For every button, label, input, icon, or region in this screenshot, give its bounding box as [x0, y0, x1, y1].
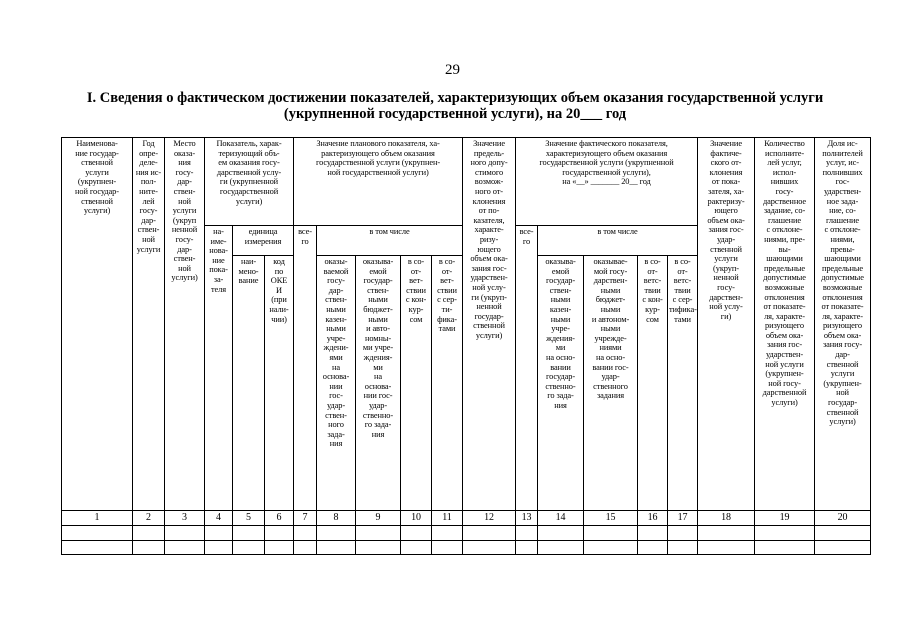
table-cell[interactable]: [132, 525, 164, 540]
column-number: 17: [667, 510, 697, 525]
header-actual-total: все- го: [515, 225, 537, 510]
table-cell[interactable]: [232, 525, 264, 540]
header-planned-budget-institutions: оказыва- емой государ- ствен- ными бюджет- ными и авто- номны- ми учре- ждения- ми на основа- нии гос- удар- ственно- го зада- ния: [355, 255, 400, 510]
table-cell[interactable]: [697, 540, 754, 554]
header-unit-code: код по ОКЕ И (при нали- чии): [264, 255, 293, 510]
table-cell[interactable]: [814, 525, 870, 540]
table-cell[interactable]: [61, 525, 132, 540]
header-planned-certificates: в со- от- вет- ствии с сер- ти- фика- тами: [431, 255, 462, 510]
table-cell[interactable]: [537, 540, 583, 554]
header-planned: Значение планового показателя, ха- рактеризующего объем оказания государственной услуги (укрупнен- ной государственной услуги): [293, 137, 462, 225]
table-cell[interactable]: [264, 525, 293, 540]
table-cell[interactable]: [316, 540, 355, 554]
page-number: 29: [445, 62, 460, 78]
column-number: 3: [164, 510, 204, 525]
table-cell[interactable]: [293, 540, 316, 554]
table-cell[interactable]: [697, 525, 754, 540]
column-number: 5: [232, 510, 264, 525]
header-actual-budget-institutions: оказывае- мой госу- дарствен- ными бюджет- ными и автоном- ными учрежде- ниями на осно- вании гос- удар- ственного задания: [583, 255, 637, 510]
table-cell[interactable]: [355, 540, 400, 554]
table-cell[interactable]: [400, 525, 431, 540]
column-number: 16: [637, 510, 667, 525]
title-line-2: (укрупненной государственной услуги), на 20___ год: [283, 106, 627, 122]
header-service-name: Наименова- ние государ- ственной услуги (укрупнен- ной государ- ственной услуги): [61, 137, 132, 510]
column-number: 2: [132, 510, 164, 525]
table-cell[interactable]: [264, 540, 293, 554]
header-actual-contest: в со- от- ветс- твии с кон- кур- сом: [637, 255, 667, 510]
table-cell[interactable]: [515, 525, 537, 540]
table-cell[interactable]: [293, 525, 316, 540]
table-cell[interactable]: [316, 525, 355, 540]
column-number: 18: [697, 510, 754, 525]
table-cell[interactable]: [431, 525, 462, 540]
table-cell[interactable]: [132, 540, 164, 554]
header-planned-including: в том числе: [316, 225, 462, 255]
table-title: [60, 90, 850, 122]
title-line-1: I. Сведения о фактическом достижении показателей, характеризующих объем оказания государственной услуги: [86, 90, 824, 106]
table-cell[interactable]: [667, 540, 697, 554]
table-cell[interactable]: [164, 525, 204, 540]
header-unit-name: наи- мено- вание: [232, 255, 264, 510]
table-cell[interactable]: [232, 540, 264, 554]
table-cell[interactable]: [754, 540, 814, 554]
header-actual-including: в том числе: [537, 225, 697, 255]
column-number: 7: [293, 510, 316, 525]
table-cell[interactable]: [637, 540, 667, 554]
header-year: Год опре- деле- ния ис- пол- ните- лей госу- дар- ствен- ной услуги: [132, 137, 164, 510]
table-cell[interactable]: [355, 525, 400, 540]
header-allowed-deviation: Значение предель- ного допу- стимого возмож- ного от- клонения от по- казателя, характе- ризу- ющего объем ока- зания гос- ударствен- ной услу- ги (укруп- ненной государ- ственной услуги): [462, 137, 515, 510]
column-number: 19: [754, 510, 814, 525]
table-cell[interactable]: [583, 540, 637, 554]
table-cell[interactable]: [667, 525, 697, 540]
column-number: 1: [61, 510, 132, 525]
table-cell[interactable]: [637, 525, 667, 540]
column-number: 8: [316, 510, 355, 525]
column-number: 15: [583, 510, 637, 525]
column-number: 11: [431, 510, 462, 525]
header-indicator: Показатель, харак- теризующий объ- ем оказания госу- дарственной услу- ги (укрупненной государственной услуги): [204, 137, 293, 225]
column-number: 9: [355, 510, 400, 525]
table-cell[interactable]: [754, 525, 814, 540]
column-number: 4: [204, 510, 232, 525]
table-cell[interactable]: [583, 525, 637, 540]
header-indicator-name: на- име- нова- ние пока- за- теля: [204, 225, 232, 510]
table-cell[interactable]: [204, 540, 232, 554]
header-planned-state-institutions: оказы- ваемой госу- дар- ствен- ными казен- ными учре- ждени- ями на основа- нии гос- удар- ствен- ного зада- ния: [316, 255, 355, 510]
column-number: 14: [537, 510, 583, 525]
header-actual-state-institutions: оказыва- емой государ- ствен- ными казен- ными учре- ждения- ми на осно- вании государ- ственно- го зада- ния: [537, 255, 583, 510]
table-cell[interactable]: [431, 540, 462, 554]
table-right-border: [870, 137, 871, 554]
header-place: Место оказа- ния госу- дар- ствен- ной услуги (укруп ненной госу- дар- ствен- ной услуги): [164, 137, 204, 510]
table-cell[interactable]: [400, 540, 431, 554]
header-executors-share: Доля ис- полнителей услуг, ис- полнивших гос- ударствен- ное зада- ние, со- глашение с отклоне- ниями, превы- шающими предельные допустимые возможные отклонения от показате- ля, характе- ризующего объем ока- зания госу- дар- ственной услуги (укрупнен- ной государ- ственной услуги): [814, 137, 870, 510]
header-actual: Значение фактического показателя, характеризующего объем оказания государственной услуги (укрупненной государственной услуги), на «__» _______ 20__ год: [515, 137, 697, 225]
table-cell[interactable]: [515, 540, 537, 554]
table-cell[interactable]: [814, 540, 870, 554]
table-cell[interactable]: [462, 525, 515, 540]
header-actual-certificates: в со- от- ветс- твии с сер- тифика- тами: [667, 255, 697, 510]
column-number: 13: [515, 510, 537, 525]
header-executors-count: Количество исполните- лей услуг, испол- нивших госу- дарственное задание, со- глашение с отклоне- ниями, пре- вы- шающими предельные допустимые возможные отклонения от показате- ля, характе- ризующего объем ока- зания гос- ударствен- ной услуги (укрупнен- ной госу- дарственной услуги): [754, 137, 814, 510]
table-cell[interactable]: [204, 525, 232, 540]
header-planned-contest: в со- от- вет- ствии с кон- кур- сом: [400, 255, 431, 510]
table-cell[interactable]: [164, 540, 204, 554]
table-cell[interactable]: [462, 540, 515, 554]
column-number: 12: [462, 510, 515, 525]
table-cell[interactable]: [537, 525, 583, 540]
table-bottom-border: [61, 554, 871, 555]
header-actual-deviation: Значение фактиче- ского от- клонения от пока- зателя, ха- рактеризу- ющего объем ока- зания гос- удар- ственной услуги (укруп- ненной госу- дарствен- ной услу- ги): [697, 137, 754, 510]
header-planned-total: все- го: [293, 225, 316, 510]
table-cell[interactable]: [61, 540, 132, 554]
header-unit: единица измерения: [232, 225, 293, 255]
column-number: 20: [814, 510, 870, 525]
column-number: 6: [264, 510, 293, 525]
column-number: 10: [400, 510, 431, 525]
